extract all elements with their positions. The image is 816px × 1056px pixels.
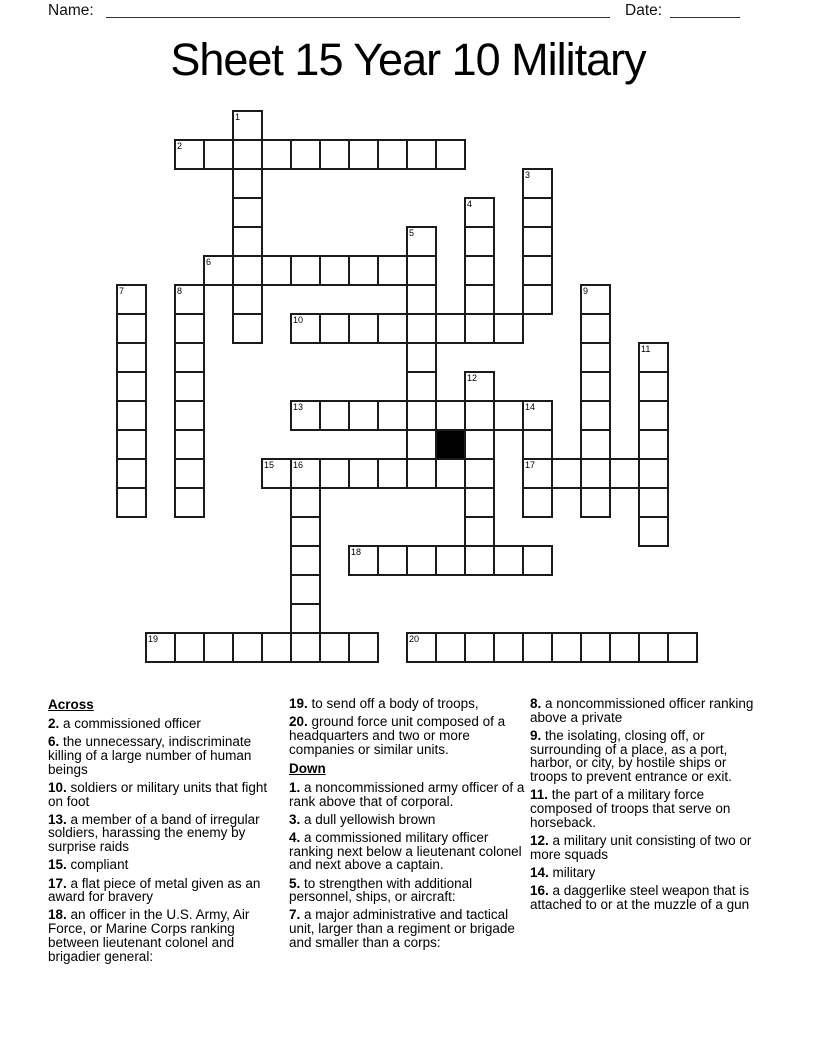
grid-cell[interactable] xyxy=(377,458,408,489)
cell-number: 8 xyxy=(177,286,183,296)
cell-number: 20 xyxy=(409,634,420,644)
grid-cell[interactable] xyxy=(174,458,205,489)
grid-cell[interactable] xyxy=(580,429,611,460)
page-title: Sheet 15 Year 10 Military xyxy=(170,34,646,85)
grid-cell[interactable] xyxy=(290,313,321,344)
grid-cell[interactable] xyxy=(464,255,495,286)
grid-cell[interactable] xyxy=(319,458,350,489)
clue-text: the part of a military force composed of troops that serve on horseback. xyxy=(530,787,731,830)
clue-down-14 xyxy=(530,866,767,880)
grid-cell[interactable] xyxy=(464,458,495,489)
grid-cell[interactable] xyxy=(638,516,669,547)
clue-down-5 xyxy=(289,877,526,904)
clue-across-15 xyxy=(48,858,285,872)
grid-cell[interactable] xyxy=(203,139,234,170)
clue-number: 15. xyxy=(48,857,67,873)
grid-cell[interactable] xyxy=(638,429,669,460)
grid-cell[interactable] xyxy=(551,632,582,663)
grid-cell[interactable] xyxy=(232,226,263,257)
grid-cell[interactable] xyxy=(232,139,263,170)
grid-cell[interactable] xyxy=(232,313,263,344)
grid-cell[interactable] xyxy=(377,255,408,286)
grid-cell[interactable] xyxy=(406,342,437,373)
grid-cell[interactable] xyxy=(319,313,350,344)
grid-cell[interactable] xyxy=(435,139,466,170)
grid-cell[interactable] xyxy=(406,284,437,315)
grid-cell[interactable] xyxy=(522,545,553,576)
cell-number: 15 xyxy=(264,460,275,470)
grid-cell[interactable] xyxy=(290,545,321,576)
clue-across-13 xyxy=(48,813,285,854)
grid-cell[interactable] xyxy=(261,632,292,663)
grid-cell[interactable] xyxy=(522,632,553,663)
clue-text: a dull yellowish brown xyxy=(304,811,436,827)
grid-cell[interactable] xyxy=(116,371,147,402)
clue-text: a member of a band of irregular soldiers, harassing the enemy by surprise raids xyxy=(48,811,260,855)
clue-number: 10. xyxy=(48,779,67,795)
cell-number: 19 xyxy=(148,634,159,644)
grid-cell[interactable] xyxy=(116,487,147,518)
grid-cell[interactable] xyxy=(435,632,466,663)
grid-cell[interactable] xyxy=(116,429,147,460)
cell-number: 7 xyxy=(119,286,125,296)
grid-cell[interactable] xyxy=(580,371,611,402)
grid-cell[interactable] xyxy=(522,168,553,199)
cell-number: 18 xyxy=(351,547,362,557)
grid-cell[interactable] xyxy=(406,545,437,576)
clue-text: the isolating, closing off, or surrounding of a place, as a port, harbor, or city, by hostile ships or troops to prevent entrance or exit. xyxy=(530,727,732,785)
grid-cell[interactable] xyxy=(406,139,437,170)
grid-cell[interactable] xyxy=(116,342,147,373)
grid-cell[interactable] xyxy=(609,458,640,489)
clue-number: 12. xyxy=(530,832,549,848)
grid-cell[interactable] xyxy=(232,284,263,315)
cell-number: 9 xyxy=(583,286,589,296)
clue-number: 3. xyxy=(289,811,301,827)
down-header: Down xyxy=(289,760,326,776)
clue-number: 7. xyxy=(289,907,301,923)
grid-cell[interactable] xyxy=(493,632,524,663)
across-header: Across xyxy=(48,697,94,712)
grid-cell[interactable] xyxy=(377,400,408,431)
grid-cell[interactable] xyxy=(406,458,437,489)
clue-across-20 xyxy=(289,715,526,756)
grid-cell[interactable] xyxy=(522,458,553,489)
clue-number: 14. xyxy=(530,864,549,880)
clue-text: soldiers or military units that fight on foot xyxy=(48,779,268,809)
grid-cell[interactable] xyxy=(464,371,495,402)
grid-cell[interactable] xyxy=(319,255,350,286)
clue-number: 5. xyxy=(289,875,301,891)
grid-cell[interactable] xyxy=(203,632,234,663)
black-cell xyxy=(435,429,466,460)
grid-cell[interactable] xyxy=(464,487,495,518)
grid-cell[interactable] xyxy=(464,516,495,547)
grid-cell[interactable] xyxy=(290,400,321,431)
cell-number: 5 xyxy=(409,228,415,238)
grid-cell[interactable] xyxy=(580,400,611,431)
grid-cell[interactable] xyxy=(319,400,350,431)
grid-cell[interactable] xyxy=(377,545,408,576)
grid-cell[interactable] xyxy=(435,458,466,489)
grid-cell[interactable] xyxy=(232,168,263,199)
clue-number: 20. xyxy=(289,714,308,730)
grid-cell[interactable] xyxy=(464,400,495,431)
clue-number: 9. xyxy=(530,727,542,743)
clue-across-17 xyxy=(48,877,285,904)
grid-cell[interactable] xyxy=(261,139,292,170)
grid-cell[interactable] xyxy=(638,458,669,489)
grid-cell[interactable] xyxy=(580,487,611,518)
grid-cell[interactable] xyxy=(174,313,205,344)
grid-cell[interactable] xyxy=(638,632,669,663)
clue-down-3 xyxy=(289,813,526,827)
grid-cell[interactable] xyxy=(116,400,147,431)
clue-column-1 xyxy=(48,697,285,968)
clue-number: 19. xyxy=(289,696,308,711)
cell-number: 10 xyxy=(293,315,304,325)
clue-number: 11. xyxy=(530,787,549,803)
clue-text: a commissioned military officer ranking next below a lieutenant colonel and next above a captain. xyxy=(289,829,522,873)
grid-cell[interactable] xyxy=(174,371,205,402)
grid-cell[interactable] xyxy=(261,458,292,489)
grid-cell[interactable] xyxy=(377,313,408,344)
grid-cell[interactable] xyxy=(348,139,379,170)
clue-text: a military unit consisting of two or more squads xyxy=(530,832,752,862)
cell-number: 16 xyxy=(293,460,304,470)
clue-text: a noncommissioned army officer of a rank above that of corporal. xyxy=(289,779,525,809)
grid-cell[interactable] xyxy=(638,487,669,518)
grid-cell[interactable] xyxy=(406,632,437,663)
clue-down-1 xyxy=(289,781,526,808)
grid-cell[interactable] xyxy=(406,255,437,286)
clue-number: 6. xyxy=(48,734,60,750)
clue-down-4 xyxy=(289,831,526,872)
grid-cell[interactable] xyxy=(261,255,292,286)
grid-cell[interactable] xyxy=(580,458,611,489)
grid-cell[interactable] xyxy=(348,545,379,576)
grid-cell[interactable] xyxy=(667,632,698,663)
grid-cell[interactable] xyxy=(232,255,263,286)
grid-cell[interactable] xyxy=(290,603,321,634)
grid-cell[interactable] xyxy=(348,255,379,286)
grid-cell[interactable] xyxy=(551,458,582,489)
clue-text: compliant xyxy=(70,857,129,873)
grid-cell[interactable] xyxy=(580,342,611,373)
name-blank-line xyxy=(106,1,610,18)
grid-cell[interactable] xyxy=(174,139,205,170)
grid-cell[interactable] xyxy=(319,632,350,663)
clue-text: a commissioned officer xyxy=(63,716,201,731)
grid-cell[interactable] xyxy=(580,284,611,315)
clue-text: ground force unit composed of a headquarters and two or more companies or similar units. xyxy=(289,714,506,757)
cell-number: 1 xyxy=(235,112,241,122)
grid-cell[interactable] xyxy=(580,313,611,344)
clue-text: an officer in the U.S. Army, Air Force, or Marine Corps ranking between lieutenant colonel and brigadier general: xyxy=(48,907,250,964)
grid-cell[interactable] xyxy=(290,255,321,286)
clue-text: a daggerlike steel weapon that is attached to or at the muzzle of a gun xyxy=(530,882,750,912)
clue-across-19 xyxy=(289,697,526,711)
grid-cell[interactable] xyxy=(232,632,263,663)
cell-number: 11 xyxy=(641,344,651,354)
grid-cell[interactable] xyxy=(174,342,205,373)
grid-cell[interactable] xyxy=(377,139,408,170)
cell-number: 12 xyxy=(467,373,478,383)
grid-cell[interactable] xyxy=(522,197,553,228)
clue-text: to strengthen with additional personnel, ships, or aircraft: xyxy=(289,875,473,905)
grid-cell[interactable] xyxy=(116,284,147,315)
clue-number: 4. xyxy=(289,829,301,845)
date-blank-line xyxy=(670,1,740,18)
grid-cell[interactable] xyxy=(435,313,466,344)
grid-cell[interactable] xyxy=(638,371,669,402)
grid-cell[interactable] xyxy=(174,284,205,315)
grid-cell[interactable] xyxy=(174,429,205,460)
clue-across-2 xyxy=(48,717,285,731)
grid-cell[interactable] xyxy=(464,226,495,257)
grid-cell[interactable] xyxy=(522,284,553,315)
clue-down-8 xyxy=(530,697,767,724)
grid-cell[interactable] xyxy=(580,632,611,663)
clue-text: to send off a body of troops, xyxy=(311,696,479,711)
grid-cell[interactable] xyxy=(174,400,205,431)
grid-cell[interactable] xyxy=(348,313,379,344)
grid-cell[interactable] xyxy=(493,313,524,344)
grid-cell[interactable] xyxy=(406,226,437,257)
cell-number: 17 xyxy=(525,460,536,470)
grid-cell[interactable] xyxy=(116,313,147,344)
grid-cell[interactable] xyxy=(638,342,669,373)
grid-cell[interactable] xyxy=(290,516,321,547)
clue-column-2 xyxy=(289,697,526,954)
grid-cell[interactable] xyxy=(406,429,437,460)
clue-column-3 xyxy=(530,697,767,916)
clue-down-7 xyxy=(289,908,526,949)
clue-across-10 xyxy=(48,781,285,808)
clue-number: 2. xyxy=(48,716,60,731)
clue-text: military xyxy=(552,864,596,880)
clue-down-9 xyxy=(530,729,767,784)
grid-cell[interactable] xyxy=(464,545,495,576)
grid-cell[interactable] xyxy=(145,632,176,663)
clue-number: 8. xyxy=(530,696,542,711)
grid-cell[interactable] xyxy=(435,400,466,431)
grid-cell[interactable] xyxy=(464,313,495,344)
cell-number: 3 xyxy=(525,170,531,180)
cell-number: 13 xyxy=(293,402,304,412)
clue-text: the unnecessary, indiscriminate killing of a large number of human beings xyxy=(48,734,252,777)
grid-cell[interactable] xyxy=(522,400,553,431)
grid-cell[interactable] xyxy=(522,226,553,257)
grid-cell[interactable] xyxy=(435,545,466,576)
grid-cell[interactable] xyxy=(174,632,205,663)
grid-cell[interactable] xyxy=(116,458,147,489)
grid-cell[interactable] xyxy=(290,458,321,489)
grid-cell[interactable] xyxy=(464,632,495,663)
date-label: Date: xyxy=(625,2,663,19)
clue-down-12 xyxy=(530,834,767,861)
grid-cell[interactable] xyxy=(493,400,524,431)
grid-cell[interactable] xyxy=(232,110,263,141)
cell-number: 4 xyxy=(467,199,473,209)
clue-down-16 xyxy=(530,884,767,911)
grid-cell[interactable] xyxy=(290,139,321,170)
grid-cell[interactable] xyxy=(290,574,321,605)
grid-cell[interactable] xyxy=(348,458,379,489)
clue-across-6 xyxy=(48,735,285,776)
grid-cell[interactable] xyxy=(203,255,234,286)
grid-cell[interactable] xyxy=(406,313,437,344)
clue-text: a flat piece of metal given as an award for bravery xyxy=(48,875,261,905)
grid-cell[interactable] xyxy=(232,197,263,228)
grid-cell[interactable] xyxy=(464,284,495,315)
grid-cell[interactable] xyxy=(493,545,524,576)
clue-number: 13. xyxy=(48,811,67,827)
grid-cell[interactable] xyxy=(406,371,437,402)
clue-down-11 xyxy=(530,788,767,829)
grid-cell[interactable] xyxy=(522,487,553,518)
grid-cell[interactable] xyxy=(290,487,321,518)
grid-cell[interactable] xyxy=(638,400,669,431)
grid-cell[interactable] xyxy=(522,255,553,286)
name-label: Name: xyxy=(48,2,94,19)
grid-cell[interactable] xyxy=(348,400,379,431)
grid-cell[interactable] xyxy=(464,197,495,228)
grid-cell[interactable] xyxy=(348,632,379,663)
cell-number: 6 xyxy=(206,257,212,267)
grid-cell[interactable] xyxy=(174,487,205,518)
cell-number: 2 xyxy=(177,141,183,151)
grid-cell[interactable] xyxy=(319,139,350,170)
cell-number: 14 xyxy=(525,402,536,412)
clue-across-18 xyxy=(48,908,285,963)
grid-cell[interactable] xyxy=(406,400,437,431)
clue-number: 17. xyxy=(48,875,67,891)
grid-cell[interactable] xyxy=(464,429,495,460)
clue-number: 1. xyxy=(289,779,301,795)
clue-number: 18. xyxy=(48,907,67,923)
clue-text: a noncommissioned officer ranking above a private xyxy=(530,696,754,725)
clue-number: 16. xyxy=(530,882,549,898)
grid-cell[interactable] xyxy=(609,632,640,663)
grid-cell[interactable] xyxy=(290,632,321,663)
clue-text: a major administrative and tactical unit, larger than a regiment or brigade and smaller than a corps: xyxy=(289,907,515,950)
grid-cell[interactable] xyxy=(522,429,553,460)
